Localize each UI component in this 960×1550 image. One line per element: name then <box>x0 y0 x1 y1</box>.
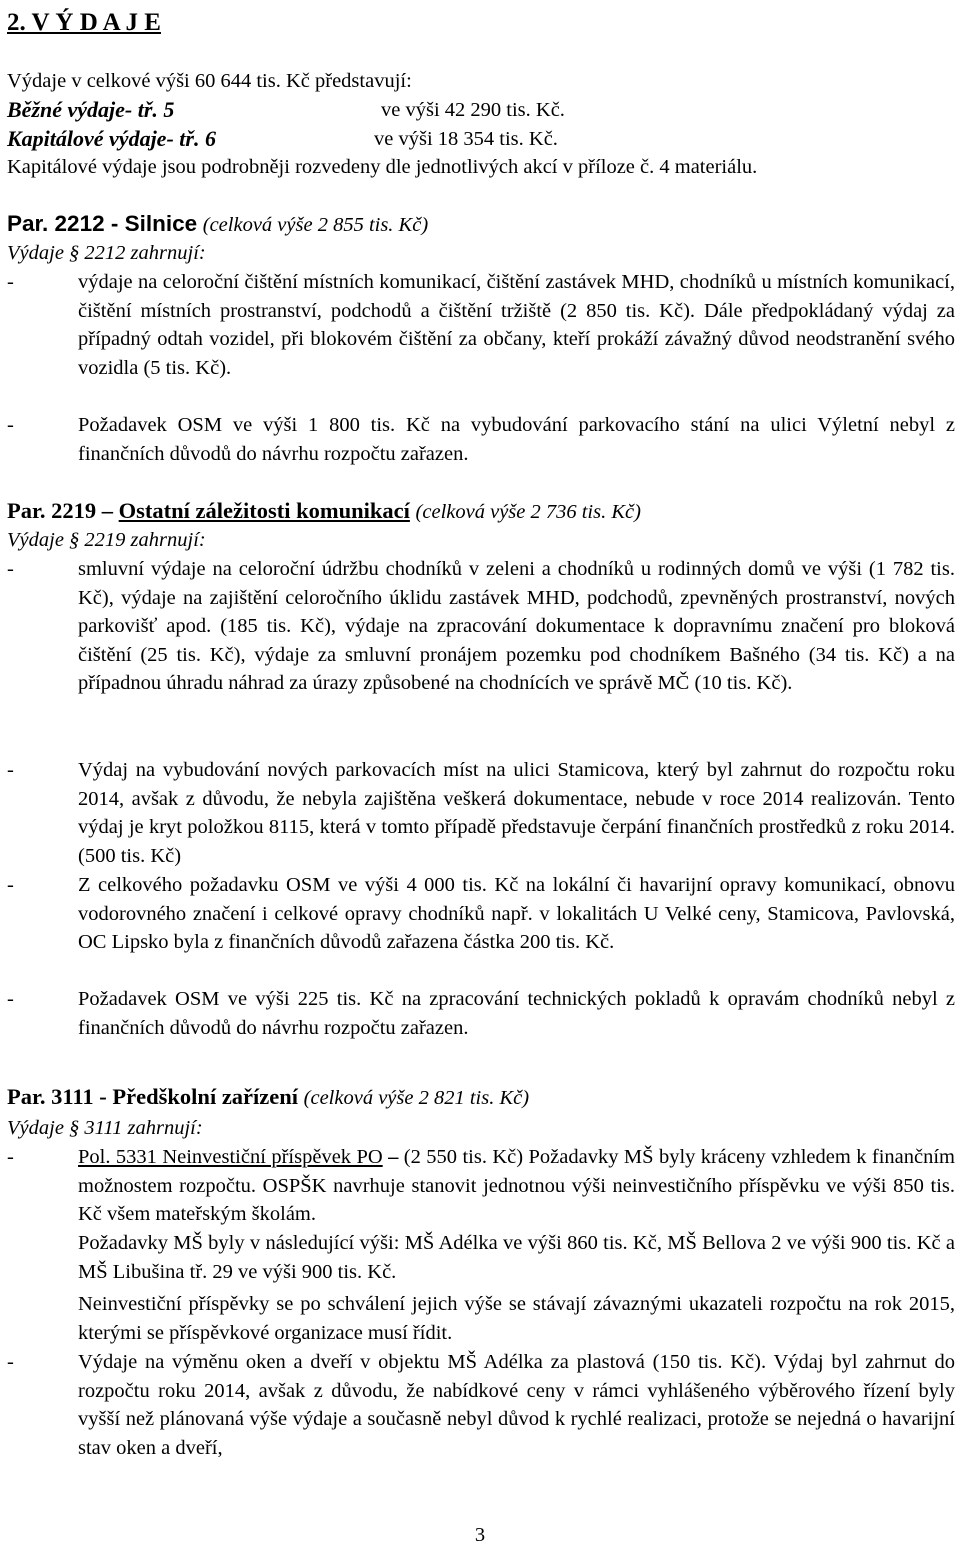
list-item <box>7 985 955 1042</box>
list-item <box>7 756 955 870</box>
list-item <box>7 411 955 468</box>
par-2219-heading <box>7 497 955 527</box>
capital-expenditure-label: Kapitálové výdaje- tř. 6 <box>7 126 216 151</box>
list-item-text: Požadavek OSM ve výši 1 800 tis. Kč na vybudování parkovacího stání na ulici Výletní nebyl z finančních důvodů do návrhu rozpočtu zařazen. <box>78 414 955 465</box>
par-2219-subheading: Výdaje § 2219 zahrnují: <box>7 529 206 551</box>
list-item <box>7 268 955 382</box>
list-item <box>7 1143 955 1229</box>
list-item <box>7 555 955 698</box>
list-dash: - <box>7 1146 14 1168</box>
list-item-text: výdaje na celoroční čištění místních komunikací, čištění zastávek MHD, chodníků u místních komunikací, čištění místních prostranství, podchodů a čištění tržiště (2 850 tis. Kč). Dále předpokládaný výdaj za případný odtah vozidel, při blokovém čištění za občany, kteří prokáží závažný důvod neodstranění svého vozidla (5 tis. Kč). <box>78 271 955 379</box>
list-dash: - <box>7 414 14 436</box>
pol-5331-dash: – <box>388 1146 399 1168</box>
par-2212-code: Par. 2212 - Silnice <box>7 211 198 236</box>
list-dash: - <box>7 558 14 580</box>
pol-5331-label: Pol. 5331 Neinvestiční příspěvek PO <box>78 1146 383 1168</box>
list-item-text: Požadavek OSM ve výši 225 tis. Kč na zpracování technických pokladů k opravám chodníků nebyl z finančních důvodů do návrhu rozpočtu zařazen. <box>78 988 955 1039</box>
par-2212-subheading: Výdaje § 2212 zahrnují: <box>7 242 206 264</box>
list-item-text: Výdaj na vybudování nových parkovacích míst na ulici Stamicova, který byl zahrnut do rozpočtu roku 2014, avšak z důvodu, že nebyla zajištěna veškerá dokumentace, nebude v roce 2014 realizován. Tento výdaj je kryt položkou 8115, která v tomto případě představuje čerpání finančních prostředků z roku 2014. (500 tis. Kč) <box>78 759 955 867</box>
list-dash: - <box>7 759 14 781</box>
capital-expenditure-note: Kapitálové výdaje jsou podrobněji rozvedeny dle jednotlivých akcí v příloze č. 4 materiálu. <box>7 156 758 178</box>
par-2219-total: (celková výše 2 736 tis. Kč) <box>415 501 641 523</box>
list-item <box>7 871 955 957</box>
list-item-text <box>78 1143 955 1229</box>
par-3111-heading <box>7 1083 955 1113</box>
list-dash: - <box>7 988 14 1010</box>
kindergarten-requests-paragraph: Požadavky MŠ byly v následující výši: MŠ Adélka ve výši 860 tis. Kč, MŠ Bellova 2 ve výši 900 tis. Kč a MŠ Libušina tř. 29 ve výši 900 tis. Kč. <box>78 1232 955 1283</box>
current-expenditure-label: Běžné výdaje- tř. 5 <box>7 97 175 122</box>
list-dash: - <box>7 874 14 896</box>
par-3111-code: Par. 3111 - Předškolní zařízení <box>7 1084 299 1109</box>
par-2212-heading <box>7 210 955 240</box>
total-expenditure-line: Výdaje v celkové výši 60 644 tis. Kč představují: <box>7 70 412 92</box>
section-title: 2. V Ý D A J E <box>7 9 161 36</box>
par-2219-dash: – <box>101 498 114 523</box>
list-item <box>7 1348 955 1462</box>
par-2212-total: (celková výše 2 855 tis. Kč) <box>202 214 429 236</box>
list-item-text: Z celkového požadavku OSM ve výši 4 000 tis. Kč na lokální či havarijní opravy komunikací, obnovu vodorovného značení i celkové opravy chodníků např. v lokalitách U Velké ceny, Stamicova, Pavlovská, OC Lipsko byla z finančních důvodů zařazena částka 200 tis. Kč. <box>78 874 955 953</box>
par-3111-subheading: Výdaje § 3111 zahrnují: <box>7 1117 203 1139</box>
list-item-text: smluvní výdaje na celoroční údržbu chodníků v zeleni a chodníků u rodinných domů ve výši (1 782 tis. Kč), výdaje na zajištění celoročního úklidu zastávek MHD, podchodů, zpevněných prostranství, nových parkovišť apod. (185 tis. Kč), výdaje na zpracování dokumentace k dopravnímu značení pro bloková čištění (25 tis. Kč), výdaje za smluvní pronájem pozemku pod chodníkem Bašného (34 tis. Kč) a na případnou úhradu náhrad za úrazy způsobené na chodnících ve správě MČ (10 tis. Kč). <box>78 558 955 694</box>
par-3111-total: (celková výše 2 821 tis. Kč) <box>303 1087 530 1109</box>
pol-5331-text: (2 550 tis. Kč) Požadavky MŠ byly kráceny vzhledem k finančním možnostem rozpočtu. OSPŠK navrhuje stanovit jednotnou výši neinvestičního příspěvku ve výši 850 tis. Kč všem mateřským školám. <box>78 1146 955 1225</box>
list-dash: - <box>7 1351 14 1373</box>
contributions-binding-paragraph: Neinvestiční příspěvky se po schválení jejich výše se stávají závaznými ukazateli rozpočtu na rok 2015, kterými se příspěvkové organizace musí řídit. <box>78 1293 955 1344</box>
list-item-text: Výdaje na výměnu oken a dveří v objektu MŠ Adélka za plastová (150 tis. Kč). Výdaj byl zahrnut do rozpočtu roku 2014, avšak z důvodu, že nabídkové ceny v rámci vyhlášeného výběrového řízení byly vyšší než plánovaná výše výdaje a současně nebyl důvod k rychlé realizaci, protože se nejedná o havarijní stav oken a dveří, <box>78 1351 955 1459</box>
page-number: 3 <box>474 1524 486 1546</box>
current-expenditure-value: ve výši 42 290 tis. Kč. <box>381 99 565 121</box>
list-dash: - <box>7 271 14 293</box>
par-2219-name: Ostatní záležitosti komunikací <box>118 498 410 523</box>
par-2219-code: Par. 2219 <box>7 498 97 523</box>
capital-expenditure-value: ve výši 18 354 tis. Kč. <box>374 128 558 150</box>
